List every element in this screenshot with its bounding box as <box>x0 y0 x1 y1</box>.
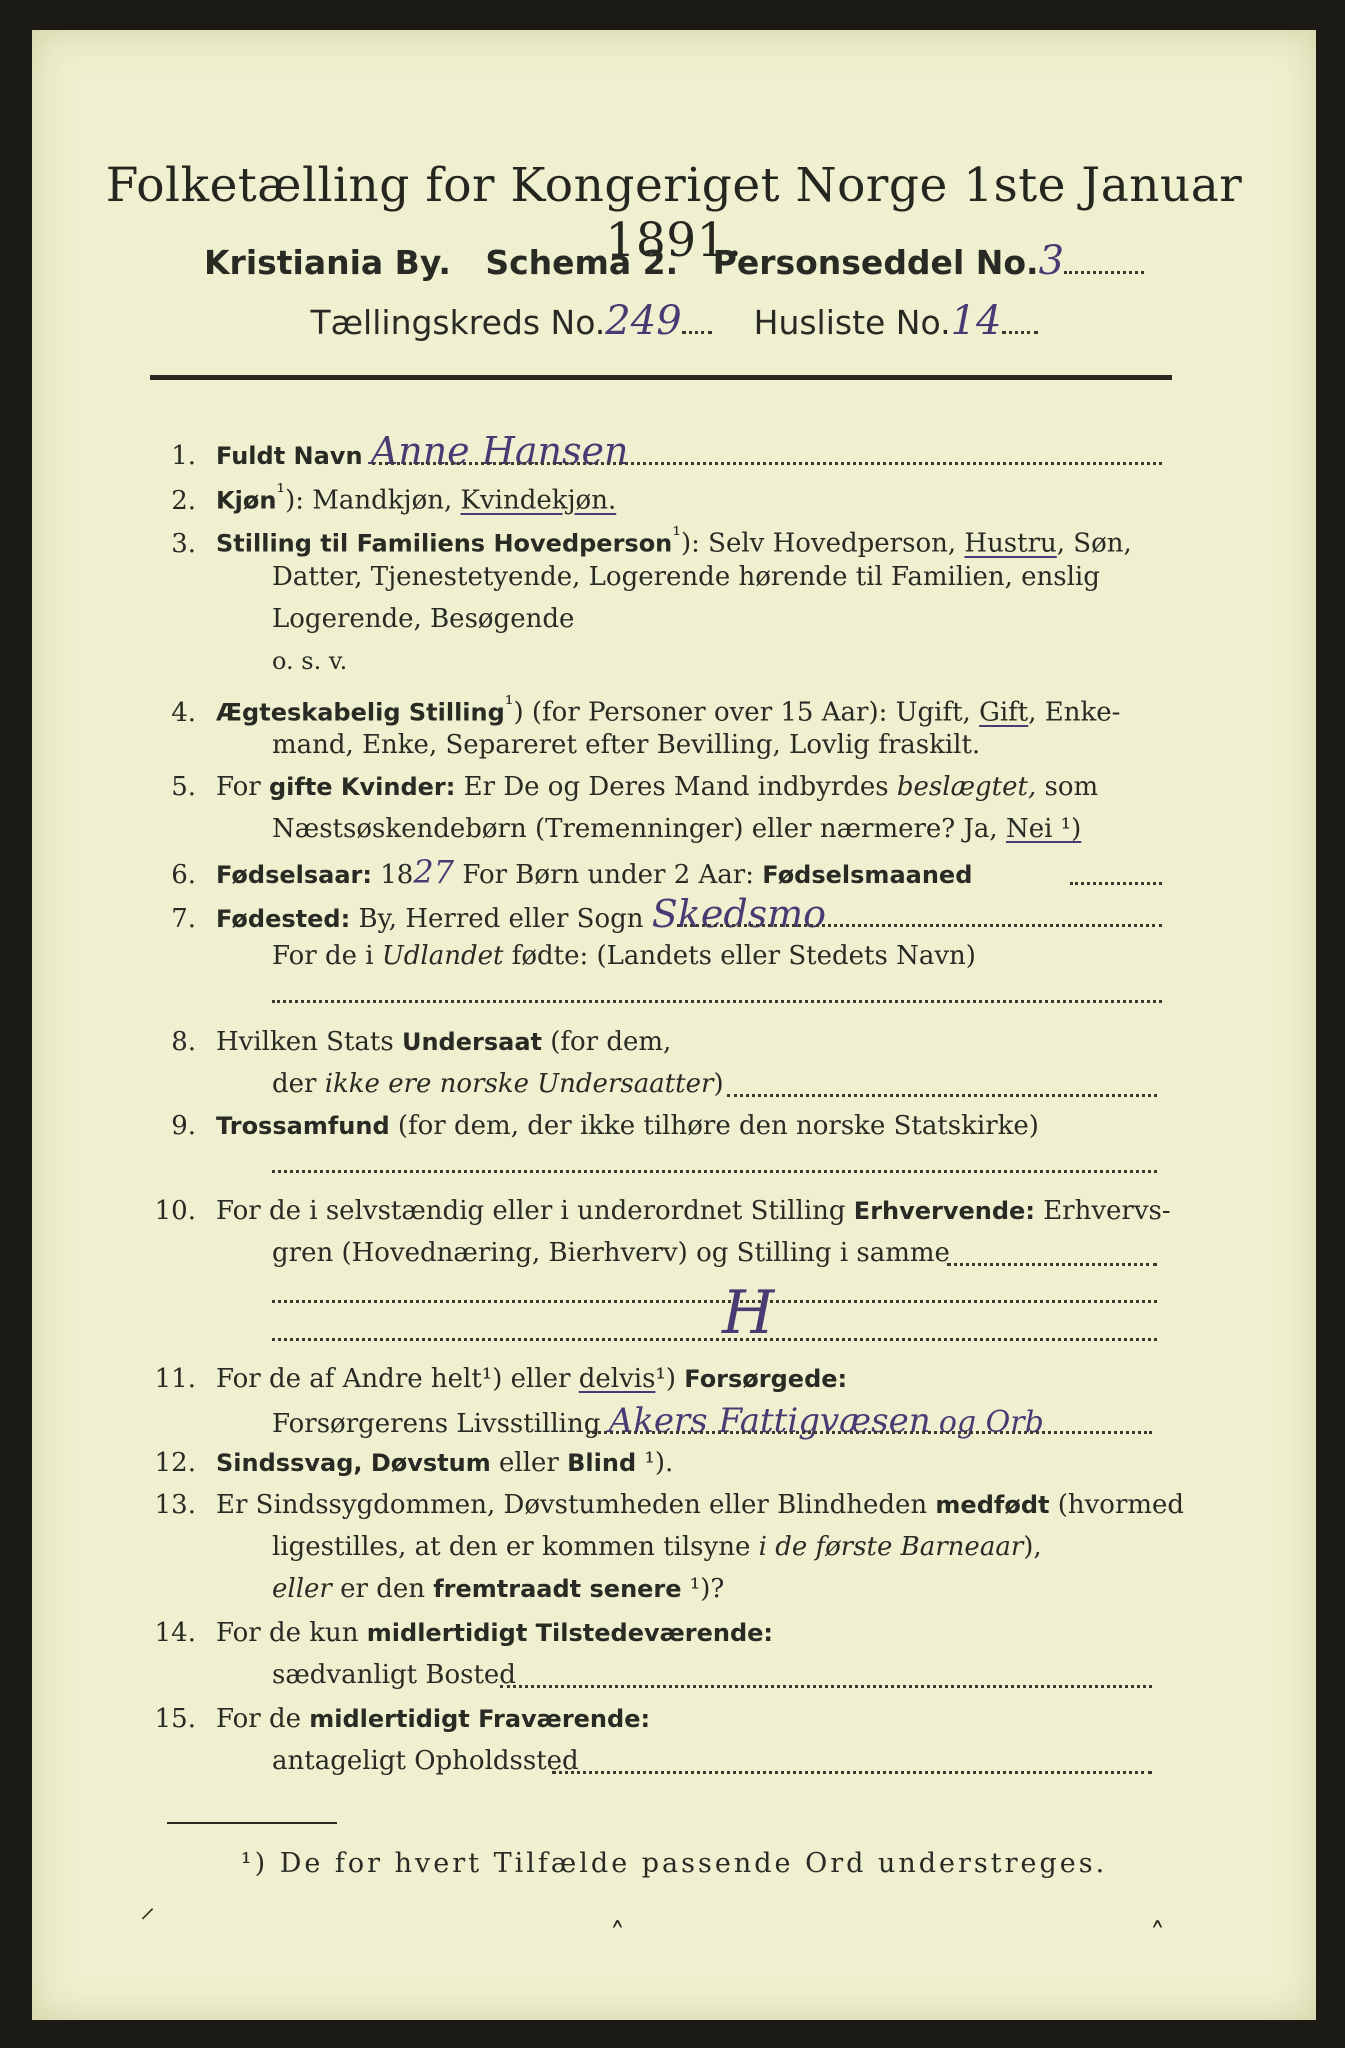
question-label: Erhvervende: <box>853 1197 1035 1225</box>
schema-label: Schema 2. <box>485 243 679 282</box>
question-15-line-2: antageligt Opholdssted <box>272 1746 579 1776</box>
question-text: For de <box>216 1704 310 1734</box>
question-number: 12. <box>154 1448 196 1478</box>
footnote-marker: ¹ <box>672 523 681 548</box>
question-7 <box>140 892 1190 936</box>
question-italic: Udlandet <box>381 941 504 971</box>
question-label: midlertidigt Tilstedeværende: <box>366 1619 774 1647</box>
question-6 <box>140 853 1190 891</box>
question-5 <box>140 771 1190 803</box>
question-label: Fødselsmaaned <box>762 861 973 889</box>
header-rule <box>150 375 1172 380</box>
question-number: 14. <box>154 1618 196 1648</box>
form-subtitle-line <box>32 238 1316 284</box>
foreign-birthplace-dotted-line <box>272 1000 1162 1003</box>
question-text: (for dem, <box>541 1027 672 1057</box>
question-5-line-2 <box>272 813 1192 845</box>
question-text: For de i selvstændig eller i underordnet Stilling <box>216 1196 854 1226</box>
question-2 <box>140 477 1190 517</box>
question-text: 18 <box>372 860 414 890</box>
question-label: Ægteskabelig Stilling <box>216 698 505 727</box>
question-3-line-2: Datter, Tjenestetyende, Logerende hørende til Familien, enslig <box>272 562 1100 592</box>
question-italic: beslægtet, <box>896 772 1037 802</box>
question-15 <box>140 1703 1190 1735</box>
question-11-line-2 <box>272 1401 1192 1441</box>
question-14 <box>140 1617 1190 1649</box>
question-text: Er Sindssygdommen, Døvstumheden eller Blindheden <box>216 1490 936 1520</box>
question-label: gifte Kvinder: <box>268 773 456 801</box>
question-13-line-2 <box>272 1531 1192 1563</box>
husliste-label: Husliste No. <box>753 303 951 342</box>
question-text: For <box>216 772 269 802</box>
dotted-fill <box>1002 323 1038 334</box>
question-10-line-2: gren (Hovednæring, Bierhverv) og Stilling i samme <box>272 1238 950 1268</box>
question-text: (for dem, der ikke tilhøre den norske Statskirke) <box>389 1111 1039 1141</box>
question-7-line-2 <box>272 940 1192 972</box>
question-10 <box>140 1195 1190 1227</box>
question-label: Sindssvag, Døvstum <box>216 1449 491 1477</box>
question-number: 6. <box>171 860 196 890</box>
selected-option: Hustru <box>964 528 1057 559</box>
birth-year-value: 27 <box>413 853 455 891</box>
tellingskreds-label: Tællingskreds No. <box>310 303 606 342</box>
dotted-fill <box>1064 263 1144 274</box>
question-label: Undersaat <box>401 1028 542 1056</box>
personseddel-value: 3 <box>1038 238 1065 284</box>
question-number: 1. <box>171 441 196 471</box>
religion-dotted-line <box>272 1170 1157 1173</box>
question-text: ): Selv Hovedperson, <box>680 528 965 559</box>
question-text: For de i <box>272 941 382 971</box>
question-italic: eller <box>272 1574 332 1604</box>
question-label: fremtraadt senere <box>433 1575 682 1603</box>
center-mark: ˰ <box>610 1892 625 1927</box>
birth-month-dotted-line <box>1070 882 1162 885</box>
form-title: Folketælling for Kongeriget Norge 1ste Januar 1891. <box>105 158 1243 268</box>
birthplace-dotted-line <box>677 924 1162 927</box>
question-text: For Børn under 2 Aar: <box>454 860 763 890</box>
question-text: ): Mandkjøn, <box>285 485 461 516</box>
name-value: Anne Hansen <box>370 429 629 473</box>
question-text: For de af Andre helt¹) eller <box>216 1364 579 1394</box>
question-text: For de kun <box>216 1618 367 1648</box>
question-1 <box>140 429 1190 473</box>
question-italic: i de første Barneaar <box>758 1532 1024 1562</box>
question-number: 13. <box>154 1490 196 1520</box>
question-text: By, Herred eller Sogn <box>350 904 644 934</box>
census-form-sheet <box>32 30 1316 2020</box>
question-3-line-4: o. s. v. <box>272 647 348 675</box>
citizenship-dotted-line <box>727 1094 1157 1097</box>
question-text: , Enke- <box>1028 697 1121 728</box>
question-text: der <box>272 1069 325 1099</box>
question-number: 7. <box>171 904 196 934</box>
question-text: ¹). <box>636 1448 674 1478</box>
question-text: Forsørgerens Livsstilling <box>272 1409 601 1439</box>
question-14-line-2: sædvanligt Bosted <box>272 1660 516 1690</box>
question-12 <box>140 1447 1190 1479</box>
provider-value: Akers Fattigvæsen <box>608 1401 931 1441</box>
question-text: (hvormed <box>1049 1490 1185 1520</box>
corner-mark: ⸝ <box>140 1890 155 1925</box>
question-number: 15. <box>154 1704 196 1734</box>
husliste-value: 14 <box>950 298 1002 344</box>
question-text: ), <box>1023 1532 1042 1562</box>
question-label: Fødested: <box>216 905 351 933</box>
question-13 <box>140 1489 1190 1521</box>
provider-dotted-line <box>587 1431 1152 1434</box>
question-13-line-3 <box>272 1573 1192 1605</box>
personseddel-label: Personseddel No. <box>712 243 1039 282</box>
name-dotted-line <box>372 462 1162 465</box>
question-text: ) <box>713 1069 724 1099</box>
question-number: 11. <box>154 1364 196 1394</box>
question-text: fødte: (Landets eller Stedets Navn) <box>503 941 976 971</box>
selected-option: Kvindekjøn. <box>460 485 617 516</box>
question-text: ¹) <box>655 1364 685 1394</box>
question-label: Trossamfund <box>216 1112 390 1140</box>
question-label: Fødselsaar: <box>216 861 372 889</box>
question-number: 8. <box>171 1027 196 1057</box>
question-label: Kjøn <box>216 486 277 515</box>
question-number: 9. <box>171 1111 196 1141</box>
city-label: Kristiania By. <box>203 243 451 282</box>
question-text: Næstsøskendebørn (Tremenninger) eller nærmere? Ja, <box>272 814 1006 844</box>
birthplace-value: Skedsmo <box>651 892 827 936</box>
question-3 <box>140 520 1190 560</box>
question-text: ¹)? <box>681 1574 725 1604</box>
question-number: 10. <box>154 1196 196 1226</box>
question-text: eller <box>490 1448 568 1478</box>
footnote-marker: ¹ <box>276 480 286 505</box>
question-text: som <box>1036 772 1099 802</box>
question-11 <box>140 1363 1190 1395</box>
question-label: midlertidigt Fraværende: <box>309 1705 651 1733</box>
question-text: ) (for Personer over 15 Aar): Ugift, <box>513 697 980 728</box>
tellingskreds-value: 249 <box>605 298 682 344</box>
question-8 <box>140 1026 1190 1058</box>
question-text: er den <box>331 1574 434 1604</box>
question-label: Stilling til Familiens Hovedperson <box>216 529 673 558</box>
dotted-fill <box>682 323 712 334</box>
footnote: ¹) De for hvert Tilfælde passende Ord understreges. <box>240 1848 1108 1879</box>
question-text: , Søn, <box>1056 528 1132 559</box>
occupation-dotted-line <box>947 1263 1157 1266</box>
occupation-dotted-line-3 <box>272 1338 1157 1341</box>
question-label: Blind <box>567 1449 637 1477</box>
form-counting-line <box>32 298 1316 344</box>
question-text: Erhvervs- <box>1034 1196 1171 1226</box>
whereabouts-dotted-line <box>552 1771 1152 1774</box>
question-3-line-3: Logerende, Besøgende <box>272 604 575 634</box>
question-number: 3. <box>171 528 196 559</box>
question-italic: ikke ere norske Undersaatter <box>324 1069 714 1099</box>
selected-option: Gift <box>979 697 1029 728</box>
question-label: Fuldt Navn <box>216 442 363 470</box>
question-4 <box>140 689 1190 729</box>
question-4-line-2: mand, Enke, Separeret efter Bevilling, Lovlig fraskilt. <box>272 730 981 760</box>
occupation-value: H <box>722 1278 775 1348</box>
footnote-rule <box>167 1822 337 1824</box>
question-text: Hvilken Stats <box>216 1027 402 1057</box>
corner-mark: ˰ <box>1150 1892 1165 1927</box>
occupation-dotted-line-2 <box>272 1300 1157 1303</box>
question-text: Er De og Deres Mand indbyrdes <box>455 772 897 802</box>
question-label: medfødt <box>935 1491 1050 1519</box>
question-label: Forsørgede: <box>684 1365 848 1393</box>
residence-dotted-line <box>500 1685 1152 1688</box>
selected-option: delvis <box>578 1364 656 1394</box>
question-number: 2. <box>171 485 196 516</box>
provider-value-extra: og Orb <box>938 1405 1044 1440</box>
question-9 <box>140 1110 1190 1142</box>
selected-option: Nei ¹) <box>1005 814 1082 844</box>
question-number: 4. <box>171 697 196 728</box>
footnote-marker: ¹ <box>504 692 514 717</box>
question-text: ligestilles, at den er kommen tilsyne <box>272 1532 759 1562</box>
question-number: 5. <box>171 772 196 802</box>
